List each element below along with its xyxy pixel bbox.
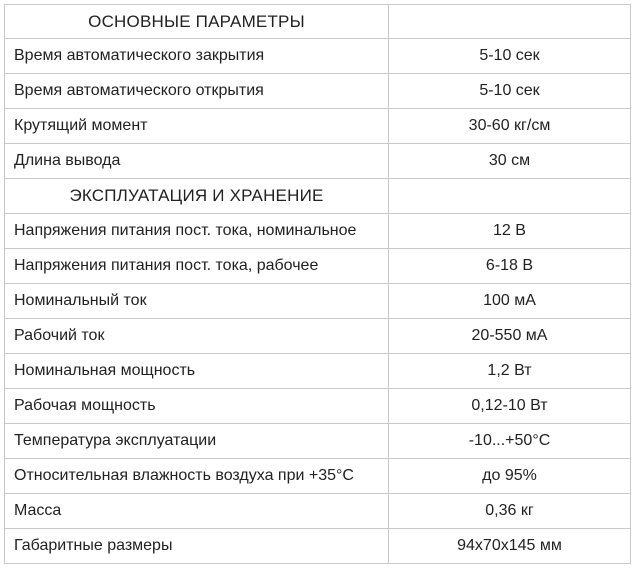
param-value: -10...+50°С [389, 424, 631, 459]
table-row [5, 39, 631, 74]
table-row [5, 529, 631, 564]
param-label: Номинальный ток [5, 284, 389, 319]
table-row [5, 459, 631, 494]
param-value: 94х70х145 мм [389, 529, 631, 564]
table-row [5, 389, 631, 424]
param-value: 5-10 сек [389, 74, 631, 109]
param-label: Напряжения питания пост. тока, номинальное [5, 214, 389, 249]
param-label: Рабочий ток [5, 319, 389, 354]
param-value: 100 мА [389, 284, 631, 319]
param-value: 20-550 мА [389, 319, 631, 354]
param-label: Температура эксплуатации [5, 424, 389, 459]
param-value: 6-18 В [389, 249, 631, 284]
param-label: Крутящий момент [5, 109, 389, 144]
param-value: 12 В [389, 214, 631, 249]
table-row [5, 74, 631, 109]
param-label: Время автоматического открытия [5, 74, 389, 109]
param-value: до 95% [389, 459, 631, 494]
param-value: 30-60 кг/см [389, 109, 631, 144]
table-row [5, 144, 631, 179]
specs-table-container [4, 4, 631, 564]
param-label: Масса [5, 494, 389, 529]
table-row [5, 214, 631, 249]
specs-table [4, 4, 631, 564]
table-row [5, 354, 631, 389]
section-empty-cell [389, 179, 631, 214]
param-label: Длина вывода [5, 144, 389, 179]
param-label: Номинальная мощность [5, 354, 389, 389]
table-row [5, 284, 631, 319]
section-title: ОСНОВНЫЕ ПАРАМЕТРЫ [5, 5, 389, 39]
table-row [5, 319, 631, 354]
param-value: 1,2 Вт [389, 354, 631, 389]
table-row [5, 109, 631, 144]
param-label: Напряжения питания пост. тока, рабочее [5, 249, 389, 284]
section-empty-cell [389, 5, 631, 39]
table-row [5, 424, 631, 459]
param-value: 5-10 сек [389, 39, 631, 74]
table-row [5, 494, 631, 529]
param-label: Рабочая мощность [5, 389, 389, 424]
param-label: Время автоматического закрытия [5, 39, 389, 74]
param-label: Относительная влажность воздуха при +35°С [5, 459, 389, 494]
param-value: 0,36 кг [389, 494, 631, 529]
section-title: ЭКСПЛУАТАЦИЯ И ХРАНЕНИЕ [5, 179, 389, 214]
param-value: 30 см [389, 144, 631, 179]
param-value: 0,12-10 Вт [389, 389, 631, 424]
param-label: Габаритные размеры [5, 529, 389, 564]
section-header-main [5, 5, 631, 39]
table-row [5, 249, 631, 284]
section-header-operation [5, 179, 631, 214]
